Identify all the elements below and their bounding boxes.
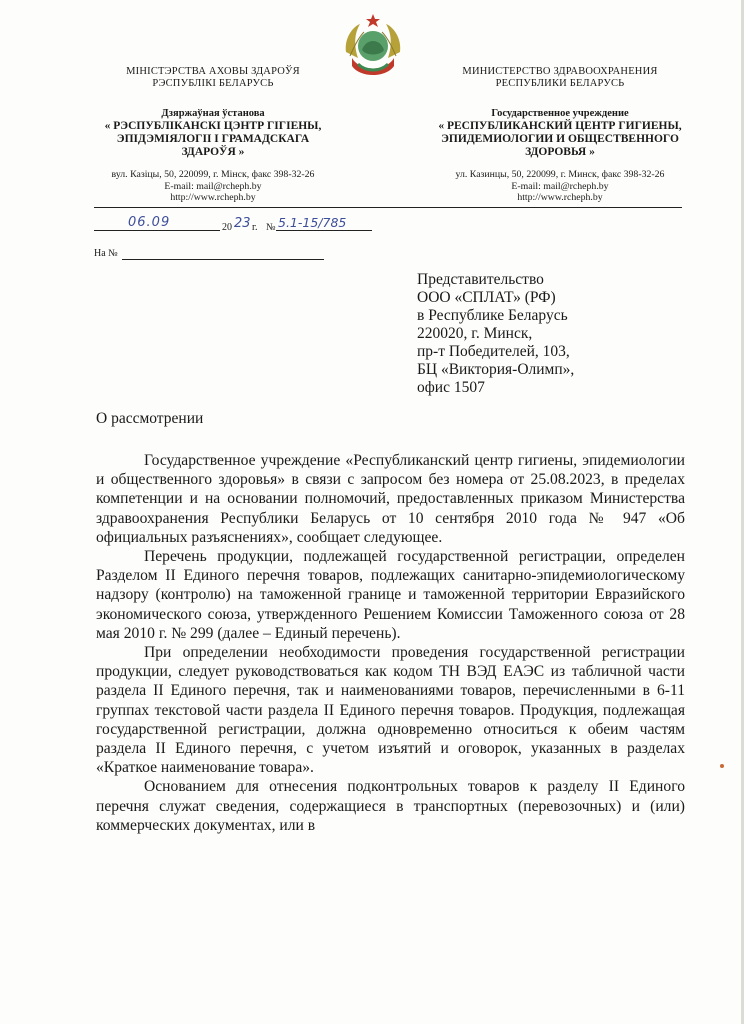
institution-name-ru: « РЕСПУБЛИКАНСКИЙ ЦЕНТР ГИГИЕНЫ, ЭПИДЕМИОЛОГИИ И ОБЩЕСТВЕННОГО ЗДОРОВЬЯ » bbox=[438, 120, 682, 158]
year-suffix: г. bbox=[252, 222, 258, 233]
header-right bbox=[424, 66, 696, 204]
number-label: № bbox=[266, 222, 276, 233]
address-by: вул. Казіцы, 50, 220099, г. Мінск, факс 398-32-26 E-mail: mail@rcheph.by http://www.rcheph.by bbox=[111, 169, 315, 203]
paragraph: Перечень продукции, подлежащей государственной регистрации, определен Разделом II Единого перечня товаров, подлежащих санитарно-эпидемиологическому надзору (контролю) на таможенной границе и таможенной территории Евразийского экономического союза, утвержденного Решением Комиссии Таможенного союза от 28 мая 2010 г. № 299 (далее – Единый перечень). bbox=[96, 548, 685, 642]
header-divider bbox=[94, 207, 682, 208]
institution-type-ru: Государственное учреждение bbox=[491, 108, 629, 119]
date-underline bbox=[94, 230, 220, 231]
state-emblem-icon bbox=[336, 12, 410, 82]
paragraph: При определении необходимости проведения государственной регистрации продукции, следует руководствоваться как кодом ТН ВЭД ЕАЭС из табличной части раздела II Единого перечня, так и наименованиями товаров, перечисленными в 6-11 группах текстовой части раздела II Единого перечня товаров. Продукция, подлежащая государственной регистрации, должна одновременно относиться к обеим частям раздела II Единого перечня, с учетом изъятий и оговорок, указанных в разделах «Краткое наименование товара». bbox=[96, 644, 685, 777]
letter-body bbox=[96, 451, 685, 835]
institution-type-by: Дзяржаўная ўстанова bbox=[161, 108, 265, 119]
reply-to-underline bbox=[122, 259, 324, 260]
paragraph: Государственное учреждение «Республиканский центр гигиены, эпидемиологии и общественного здоровья» в связи с запросом без номера от 25.08.2023, в пределах компетенции и на основании полномочий, предоставленных приказом Министерства здравоохранения Республики Беларусь от 10 сентября 2010 года № 947 «Об официальных разъяснениях», сообщает следующее. bbox=[96, 452, 685, 546]
handwritten-number: 5.1-15/785 bbox=[278, 215, 347, 230]
year-prefix: 20 bbox=[222, 222, 232, 233]
registration-line bbox=[94, 215, 394, 234]
ministry-ru: МИНИСТЕРСТВО ЗДРАВООХРАНЕНИЯ РЕСПУБЛИКИ БЕЛАРУСЬ bbox=[462, 66, 658, 89]
reply-to-label: На № bbox=[94, 248, 118, 259]
address-ru: ул. Казинцы, 50, 220099, г. Минск, факс 398-32-26 E-mail: mail@rcheph.by http://www.rcheph.by bbox=[455, 169, 665, 203]
paragraph: Основанием для отнесения подконтрольных товаров к разделу II Единого перечня служат сведения, содержащиеся в транспортных (перевозочных) и (или) коммерческих документах, или в bbox=[96, 778, 685, 834]
header-left bbox=[88, 66, 338, 204]
institution-name-by: « РЭСПУБЛІКАНСКІ ЦЭНТР ГІГІЕНЫ, ЭПІДЭМІЯЛОГІІ І ГРАМАДСКАГА ЗДАРОЎЯ » bbox=[104, 120, 322, 158]
ministry-by: МІНІСТЭРСТВА АХОВЫ ЗДАРОЎЯ РЭСПУБЛІКІ БЕЛАРУСЬ bbox=[126, 66, 300, 89]
handwritten-date: 06.09 bbox=[128, 215, 171, 230]
number-underline bbox=[276, 230, 372, 231]
paper-speck bbox=[720, 764, 724, 768]
handwritten-year: 23 bbox=[234, 216, 251, 231]
subject-line: О рассмотрении bbox=[96, 410, 204, 427]
addressee-block: Представительство ООО «СПЛАТ» (РФ) в Республике Беларусь 220020, г. Минск, пр-т Победителей, 103, БЦ «Виктория-Олимп», офис 1507 bbox=[417, 271, 575, 396]
